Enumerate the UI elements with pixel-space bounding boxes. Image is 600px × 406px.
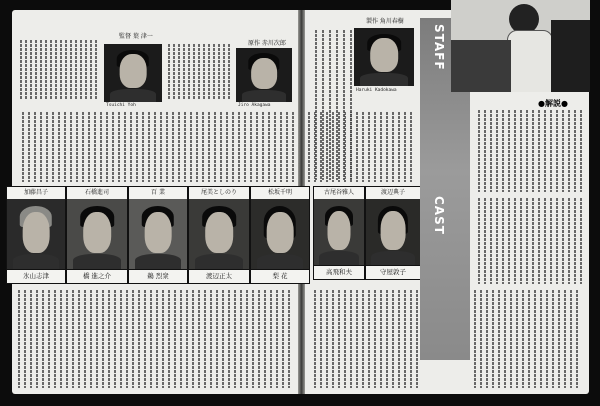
director-portrait [104,44,162,102]
cast-role: 渡辺典子 [366,187,420,200]
commentary-text-middle [476,198,584,284]
producer-caption: Haruki Kadokawa [356,88,397,93]
producer-text-block [312,30,352,180]
cast-photo [366,199,420,266]
cast-actor: 高飛和夫 [314,265,364,279]
cast-photo [7,199,65,270]
producer-credit: 製作 角川春樹 [366,18,404,25]
director-credit: 監督 葉 津一 [119,33,153,40]
film-still-photo [451,0,590,92]
cast-actor: 鵜 烈衆 [129,269,187,283]
writer-portrait [236,48,292,102]
cast-photo [67,199,127,270]
staff-text-band [18,112,416,182]
director-text-block [166,44,232,100]
cast-photo [189,199,249,270]
cast-role: 松坂千明 [251,187,309,200]
cast-role: 石橋進司 [67,187,127,200]
writer-caption: Jiro Akagawa [238,103,271,108]
cast-row-right [313,186,421,280]
cast-card [128,186,188,284]
cast-photo [314,199,364,266]
cast-banner-label: CAST [432,196,446,235]
cast-card [313,186,365,280]
director-caption: Tsuichi Yoh [106,103,136,108]
cast-photo [251,199,309,270]
cast-role: 加藤昌子 [7,187,65,200]
cast-card [250,186,310,284]
cast-actor: 氷山志津 [7,269,65,283]
cast-role: 百 業 [129,187,187,200]
cast-role: 尾美としのり [189,187,249,200]
commentary-heading: ●解説● [538,99,568,108]
cast-actor: 渡辺正太 [189,269,249,283]
commentary-text-top [476,110,584,192]
cast-card [365,186,421,280]
cast-role: 古尾谷雅人 [314,187,364,200]
staff-banner-label: STAFF [432,24,446,71]
intro-text-block [18,40,100,100]
cast-actor: 梨 花 [251,269,309,283]
producer-portrait [354,28,414,86]
cast-photo [129,199,187,270]
cast-card [66,186,128,284]
cast-actor: 守屋敦子 [366,265,420,279]
cast-card [6,186,66,284]
writer-credit: 原作 赤川次郎 [248,40,286,47]
cast-text-band [14,290,584,388]
cast-card [188,186,250,284]
cast-row-left [6,186,310,284]
cast-actor: 橋 進之介 [67,269,127,283]
